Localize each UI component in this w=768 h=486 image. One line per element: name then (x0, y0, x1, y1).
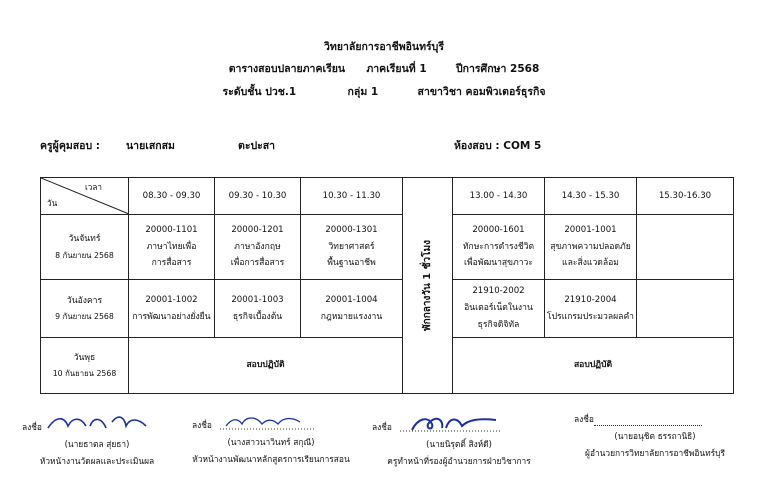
course-name: การพัฒนาอย่างยั่งยืน (132, 311, 211, 322)
sign-label: ลงชื่อ (372, 422, 392, 432)
sign-label: ลงชื่อ (574, 414, 594, 424)
exam-cell (301, 215, 403, 280)
course-name: ภาษาอังกฤษ (234, 241, 281, 252)
course-name: ภาษาไทยเพื่อ (146, 241, 197, 252)
time-slot-6: 15.30-16.30 (637, 178, 734, 215)
course-name: ธุรกิจเบื้องต้น (232, 311, 283, 322)
signature-block-4 (560, 412, 750, 460)
course-name: ธุรกิจดิจิทัล (477, 319, 520, 330)
schedule-label: ตารางสอบปลายภาคเรียน (228, 63, 346, 75)
course-name: การสื่อสาร (151, 258, 192, 269)
exam-schedule-table (40, 177, 734, 394)
lunch-break (403, 178, 453, 394)
time-slot-2: 09.30 - 10.30 (215, 178, 301, 215)
day-row-monday (41, 215, 734, 280)
time-slot-1: 08.30 - 09.30 (129, 178, 215, 215)
day-name: วันอังคาร (66, 295, 103, 306)
exam-cell (215, 215, 301, 280)
day-row-tuesday (41, 280, 734, 338)
handwritten-signature (42, 412, 154, 434)
practical-exam-morning: สอบปฏิบัติ (129, 338, 403, 394)
year-label: ปีการศึกษา 2568 (455, 63, 540, 75)
exam-cell (545, 215, 637, 280)
course-name: และสิ่งแวดล้อม (562, 258, 619, 269)
exam-cell (215, 280, 301, 338)
corner-time-label: เวลา (84, 182, 102, 192)
time-header-row (41, 178, 734, 215)
day-cell (41, 338, 129, 394)
class-info (0, 83, 768, 100)
course-name: สุขภาพความปลอดภัย (550, 241, 631, 252)
time-slot-3: 10.30 - 11.30 (301, 178, 403, 215)
course-name: วิทยาศาสตร์ (328, 241, 375, 252)
exam-cell (129, 280, 215, 338)
exam-cell (545, 280, 637, 338)
course-name: กฎหมายแรงงาน (320, 311, 383, 322)
signer-name: (นางสาวนาวินทร์ สกุณี) (227, 437, 315, 447)
time-slot-5: 14.30 - 15.30 (545, 178, 637, 215)
sign-label: ลงชื่อ (192, 420, 212, 430)
course-code: 20000-1301 (325, 224, 378, 235)
signer-name: (นายอนุชิต ธรรถานิธิ) (614, 431, 696, 441)
exam-cell (129, 215, 215, 280)
signature-block-2 (178, 412, 364, 466)
signer-name: (นายนิรุตติ์ สิงห์ดี) (426, 439, 492, 449)
lunch-break-label: พักกลางวัน 1 ชั่วโมง (421, 240, 433, 331)
corner-day-label: วัน (47, 198, 58, 209)
course-code: 20001-1002 (145, 294, 198, 305)
schedule-title (0, 60, 768, 77)
major-label: สาขาวิชา คอมพิวเตอร์ธุรกิจ (417, 86, 546, 98)
course-name: เพื่อพัฒนาสุขภาวะ (464, 258, 533, 269)
proctor-label: ครูผู้คุมสอบ : (40, 140, 100, 152)
day-cell (41, 215, 129, 280)
signer-role: ผู้อำนวยการวิทยาลัยการอาชีพอินทร์บุรี (585, 448, 725, 458)
signer-name: (นายธาตล สุ่ยธา) (64, 439, 130, 449)
course-code: 20000-1101 (145, 224, 198, 235)
sign-label: ลงชื่อ (22, 422, 42, 432)
level-label: ระดับชั้น ปวช.1 (222, 86, 297, 98)
exam-cell (453, 280, 545, 338)
course-code: 20000-1601 (472, 224, 525, 235)
course-code: 21910-2002 (472, 286, 525, 297)
course-code: 20001-1004 (325, 294, 378, 305)
course-code: 20001-1001 (564, 224, 617, 235)
course-name: โปรแกรมประมวลผลคำ (546, 311, 635, 322)
day-date: 9 กันยายน 2568 (55, 312, 114, 322)
proctor-last-name: ตะปะสา (238, 140, 276, 152)
course-code: 21910-2004 (564, 294, 617, 305)
empty-cell (637, 280, 734, 338)
course-name: เพื่อการสื่อสาร (230, 258, 285, 269)
day-row-wednesday (41, 338, 734, 394)
signature-line (594, 413, 702, 426)
day-cell (41, 280, 129, 338)
day-name: วันพุธ (73, 352, 96, 363)
signer-role: ครูทำหน้าที่รองผู้อำนวยการฝ่ายวิชาการ (387, 456, 531, 466)
group-label: กลุ่ม 1 (347, 86, 379, 98)
proctor-first-name: นายเสกสม (126, 140, 175, 152)
exam-room: ห้องสอบ : COM 5 (454, 140, 542, 152)
course-code: 20001-1003 (231, 294, 284, 305)
handwritten-signature (392, 412, 504, 434)
day-name: วันจันทร์ (68, 234, 101, 245)
signer-role: หัวหน้างานวัดผลและประเมินผล (39, 456, 155, 466)
handwritten-signature (212, 412, 322, 432)
signature-block-1 (22, 412, 172, 468)
college-title: วิทยาลัยการอาชีพอินทร์บุรี (324, 41, 444, 53)
practical-exam-afternoon: สอบปฏิบัติ (453, 338, 734, 394)
course-code: 20000-1201 (231, 224, 284, 235)
day-date: 10 กันยายน 2568 (52, 369, 117, 379)
day-date: 8 กันยายน 2568 (55, 250, 114, 260)
empty-cell (637, 215, 734, 280)
time-slot-4: 13.00 - 14.30 (453, 178, 545, 215)
corner-cell (41, 178, 129, 215)
course-name: อินเตอร์เน็ตในงาน (464, 303, 533, 314)
signature-block-3 (368, 412, 550, 468)
exam-cell (453, 215, 545, 280)
signer-role: หัวหน้างานพัฒนาหลักสูตรการเรียนการสอน (192, 454, 350, 464)
course-name: พื้นฐานอาชีพ (327, 258, 376, 269)
term-label: ภาคเรียนที่ 1 (366, 63, 427, 75)
course-name: ทักษะการดำรงชีวิต (462, 241, 535, 252)
exam-cell (301, 280, 403, 338)
